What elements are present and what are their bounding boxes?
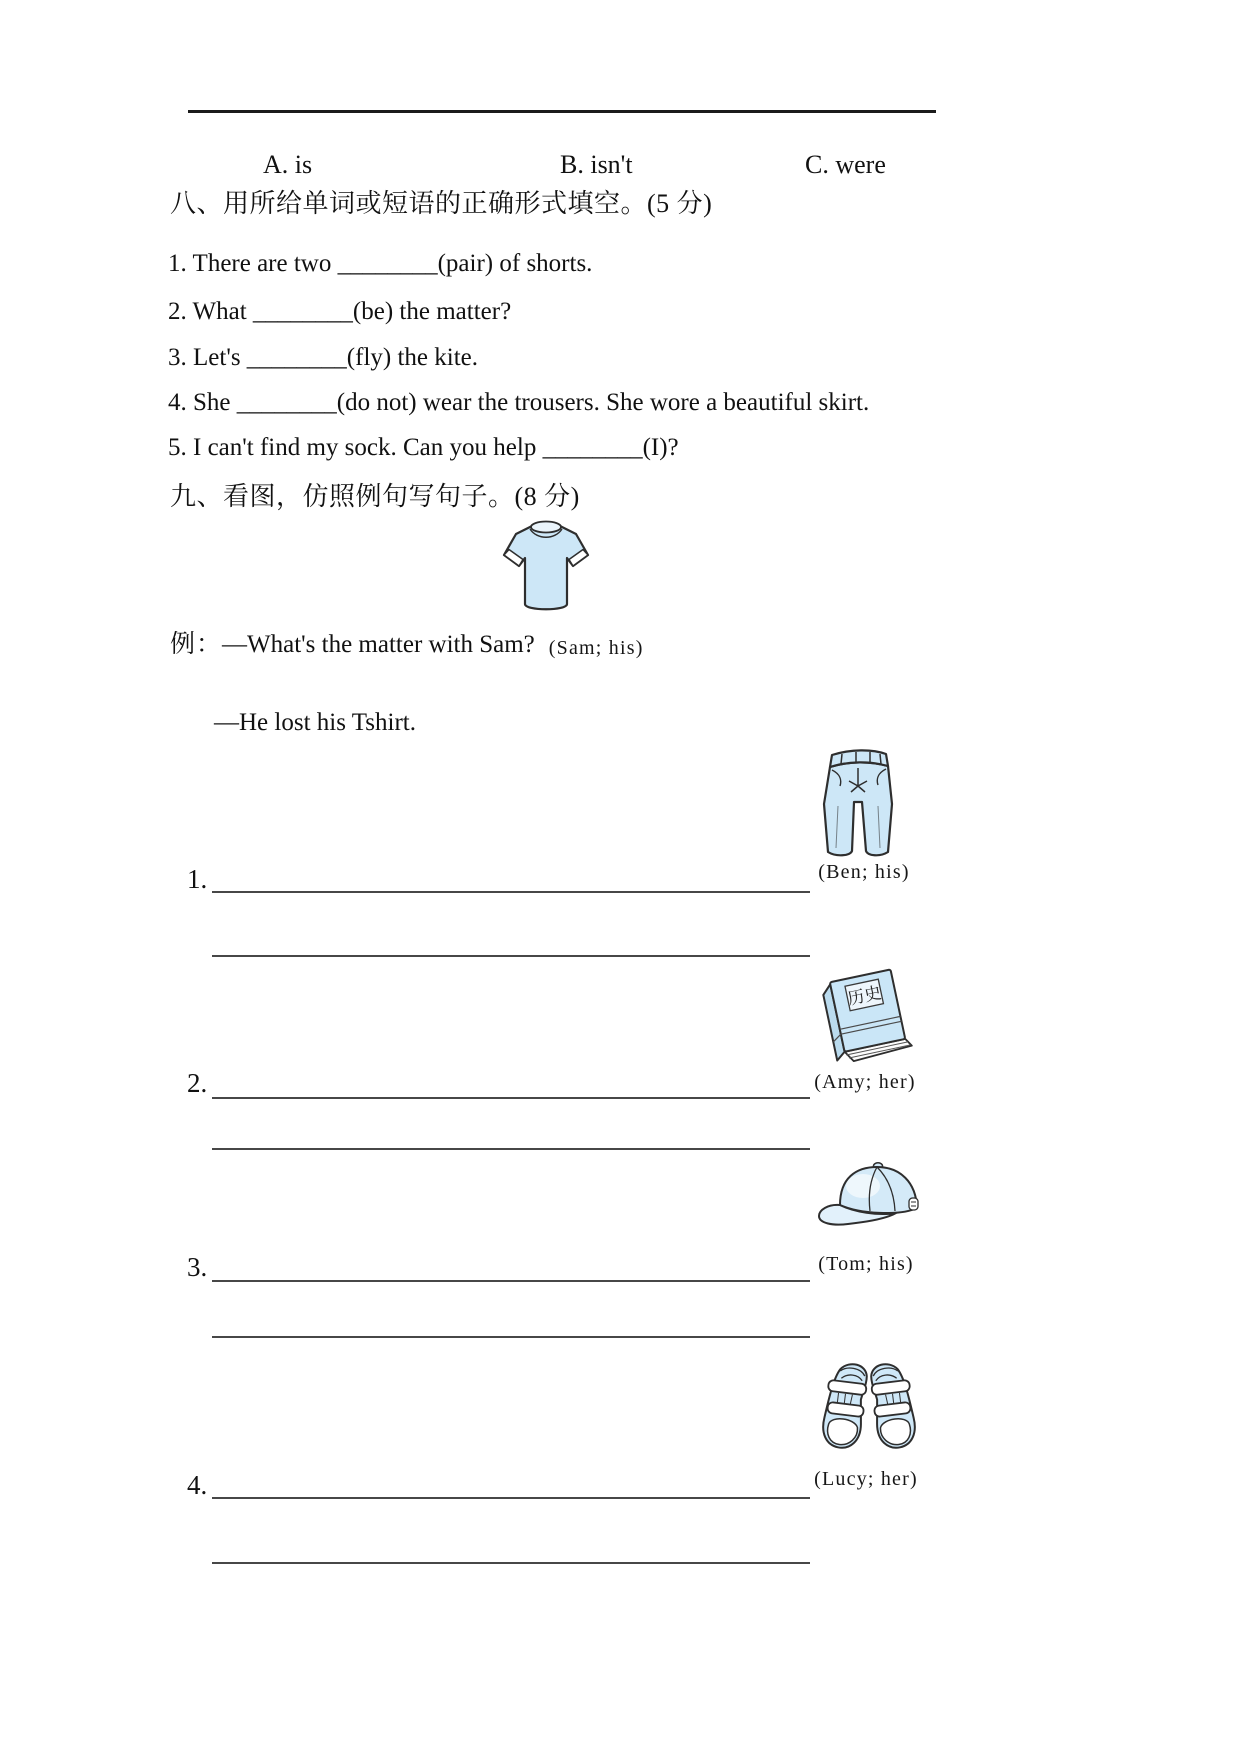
- cap-image: [816, 1158, 932, 1236]
- q4-caption: (Lucy; her): [814, 1468, 918, 1490]
- option-a: A. is: [263, 150, 313, 179]
- s8-item-5: 5. I can't find my sock. Can you help ________(I)?: [168, 434, 679, 461]
- jeans-image: [816, 746, 900, 860]
- q4-number: 4.: [187, 1470, 208, 1500]
- q3-number: 3.: [187, 1252, 208, 1282]
- q3-answer-line-2: [212, 1336, 810, 1338]
- q1-answer-line-1: [212, 891, 810, 893]
- q4-answer-line-1: [212, 1497, 810, 1499]
- q3-caption: (Tom; his): [818, 1253, 914, 1275]
- q2-number: 2.: [187, 1068, 208, 1098]
- example-hint: (Sam; his): [548, 637, 644, 659]
- s8-item-3: 3. Let's ________(fly) the kite.: [168, 344, 478, 371]
- s8-item-4: 4. She ________(do not) wear the trousers. She wore a beautiful skirt.: [168, 389, 870, 416]
- top-divider-rule: [188, 110, 936, 113]
- q1-caption: (Ben; his): [818, 861, 910, 883]
- q2-answer-line-2: [212, 1148, 810, 1150]
- s8-item-2: 2. What ________(be) the matter?: [168, 298, 512, 325]
- book-label: 历史: [845, 983, 884, 1009]
- example-answer: —He lost his Tshirt.: [214, 709, 416, 736]
- q1-number: 1.: [187, 864, 208, 894]
- q1-answer-line-2: [212, 955, 810, 957]
- q3-answer-line-1: [212, 1280, 810, 1282]
- q2-answer-line-1: [212, 1097, 810, 1099]
- sandals-image: [816, 1356, 922, 1454]
- option-b: B. isn't: [560, 150, 633, 179]
- history-book-image: [812, 966, 916, 1070]
- option-c: C. were: [805, 150, 886, 179]
- example-row: [170, 629, 644, 664]
- s8-item-1: 1. There are two ________(pair) of shorts.: [168, 250, 593, 277]
- tshirt-image: [500, 514, 592, 618]
- section-nine-title: 九、看图，仿照例句写句子。(8 分): [170, 482, 580, 511]
- section-eight-title: 八、用所给单词或短语的正确形式填空。(5 分): [170, 189, 713, 218]
- example-question: —What's the matter with Sam?: [222, 631, 535, 658]
- example-label: 例：: [170, 631, 223, 658]
- q2-caption: (Amy; her): [814, 1071, 916, 1093]
- q4-answer-line-2: [212, 1562, 810, 1564]
